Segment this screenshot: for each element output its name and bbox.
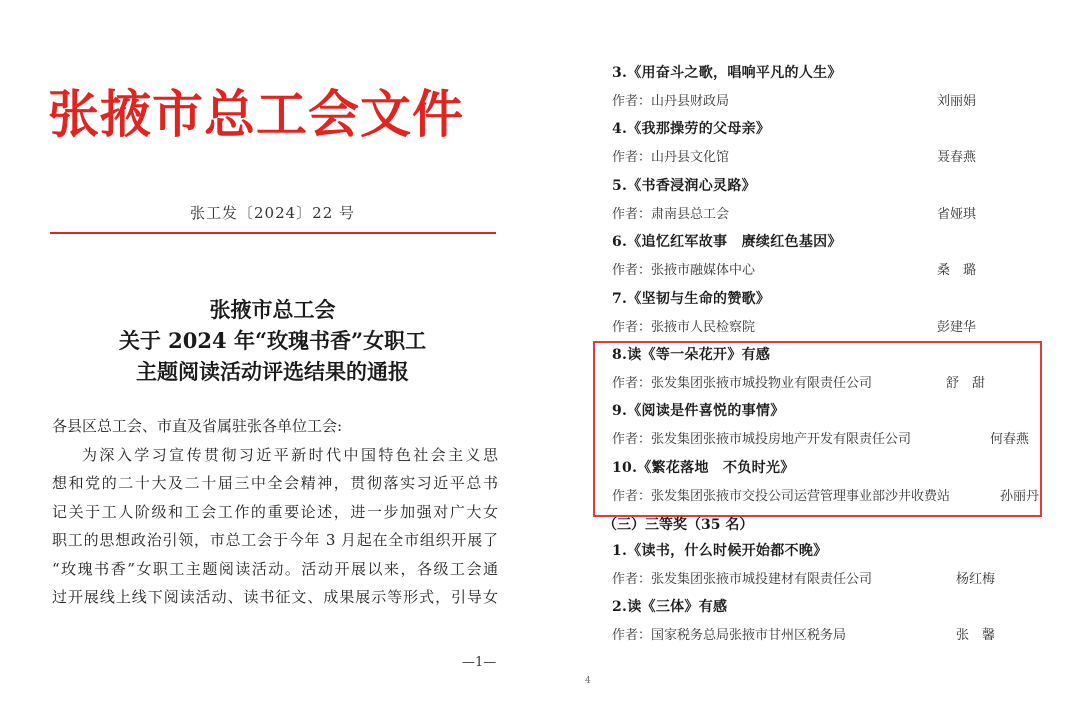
- notice-title: [0, 294, 545, 387]
- section-heading: （三）三等奖（35 名）: [603, 517, 754, 533]
- list-item: [612, 62, 1052, 118]
- highlight-box: [593, 341, 1042, 517]
- list-item: [612, 288, 1052, 344]
- entry-name: 杨红梅: [956, 572, 996, 587]
- entry-author: 作者：张发集团张掖市城投房地产开发有限责任公司: [612, 432, 912, 448]
- page-number: 4: [585, 676, 591, 686]
- list-item: [612, 175, 1052, 231]
- entry-author: 作者：张发集团张掖市城投建材有限责任公司: [612, 572, 873, 587]
- entry-title: 10.《繁花落地 不负时光》: [612, 459, 795, 476]
- body-line: 记关于工人阶级和工会工作的重要论述，进一步加强对广大女: [52, 502, 498, 521]
- body-line: “玫瑰书香”女职工主题阅读活动。活动开展以来，各级工会通: [52, 559, 498, 578]
- entry-title: 7.《坚韧与生命的赞歌》: [612, 290, 771, 307]
- notice-title-line: 主题阅读活动评选结果的通报: [136, 359, 409, 384]
- body-line: 职工的思想政治引领，市总工会于今年 3 月起在全市组织开展了: [52, 531, 498, 549]
- entry-author: 作者：山丹县文化馆: [612, 150, 730, 166]
- award-list-third: [612, 540, 1052, 653]
- entry-name: 张 馨: [956, 628, 996, 644]
- document-number: 张工发〔2024〕22 号: [189, 204, 356, 222]
- entry-title: 4.《我那操劳的父母亲》: [612, 121, 771, 138]
- entry-name: 省娅琪: [937, 206, 977, 222]
- list-item: [612, 596, 1052, 652]
- list-item: [612, 231, 1052, 287]
- entry-name: 孙丽丹: [1000, 488, 1040, 504]
- entry-title: 5.《书香浸润心灵路》: [612, 177, 756, 194]
- entry-title: 6.《追忆红军故事 赓续红色基因》: [612, 234, 842, 251]
- entry-name: 刘丽娟: [937, 94, 977, 109]
- entry-author: 作者：张发集团张掖市城投物业有限责任公司: [612, 375, 873, 391]
- notice-title-line: 关于 2024 年“玫瑰书香”女职工: [118, 328, 427, 353]
- notice-title-line: 张掖市总工会: [209, 297, 336, 322]
- entry-author: 作者：肃南县总工会: [612, 206, 730, 222]
- entry-title: 2.读《三体》有感: [612, 599, 728, 616]
- entry-name: 聂春燕: [937, 150, 977, 166]
- list-item: [612, 540, 1052, 596]
- entry-title: 8.读《等一朵花开》有感: [612, 346, 771, 363]
- notice-body: [52, 412, 498, 612]
- page-number: —1—: [462, 655, 497, 670]
- entry-author: 作者：国家税务总局张掖市甘州区税务局: [612, 628, 847, 644]
- right-page: [545, 0, 1080, 720]
- entry-title: 9.《阅读是件喜悦的事情》: [612, 403, 785, 420]
- body-line: 为深入学习宣传贯彻习近平新时代中国特色社会主义思: [82, 445, 498, 464]
- list-item: [612, 118, 1052, 174]
- entry-title: 3.《用奋斗之歌，唱响平凡的人生》: [612, 65, 842, 81]
- entry-name: 舒 甜: [946, 375, 986, 391]
- body-line: 想和党的二十大及二十届三中全会精神，贯彻落实习近平总书: [52, 474, 498, 492]
- red-divider: [50, 232, 496, 234]
- entry-name: 桑 璐: [937, 263, 977, 279]
- salutation: 各县区总工会、市直及省属驻张各单位工会:: [52, 417, 343, 435]
- entry-title: 1.《读书，什么时候开始都不晚》: [612, 543, 828, 559]
- entry-author: 作者：张掖市融媒体中心: [612, 263, 756, 279]
- document-header: 张掖市总工会文件: [48, 85, 465, 145]
- entry-author: 作者：张发集团张掖市交投公司运营管理事业部沙井收费站: [612, 488, 951, 504]
- entry-author: 作者：张掖市人民检察院: [612, 319, 756, 335]
- entry-name: 何春燕: [990, 432, 1030, 448]
- body-line: 过开展线上线下阅读活动、读书征文、成果展示等形式，引导女: [52, 588, 498, 606]
- entry-name: 彭建华: [937, 319, 977, 335]
- entry-author: 作者：山丹县财政局: [612, 94, 730, 109]
